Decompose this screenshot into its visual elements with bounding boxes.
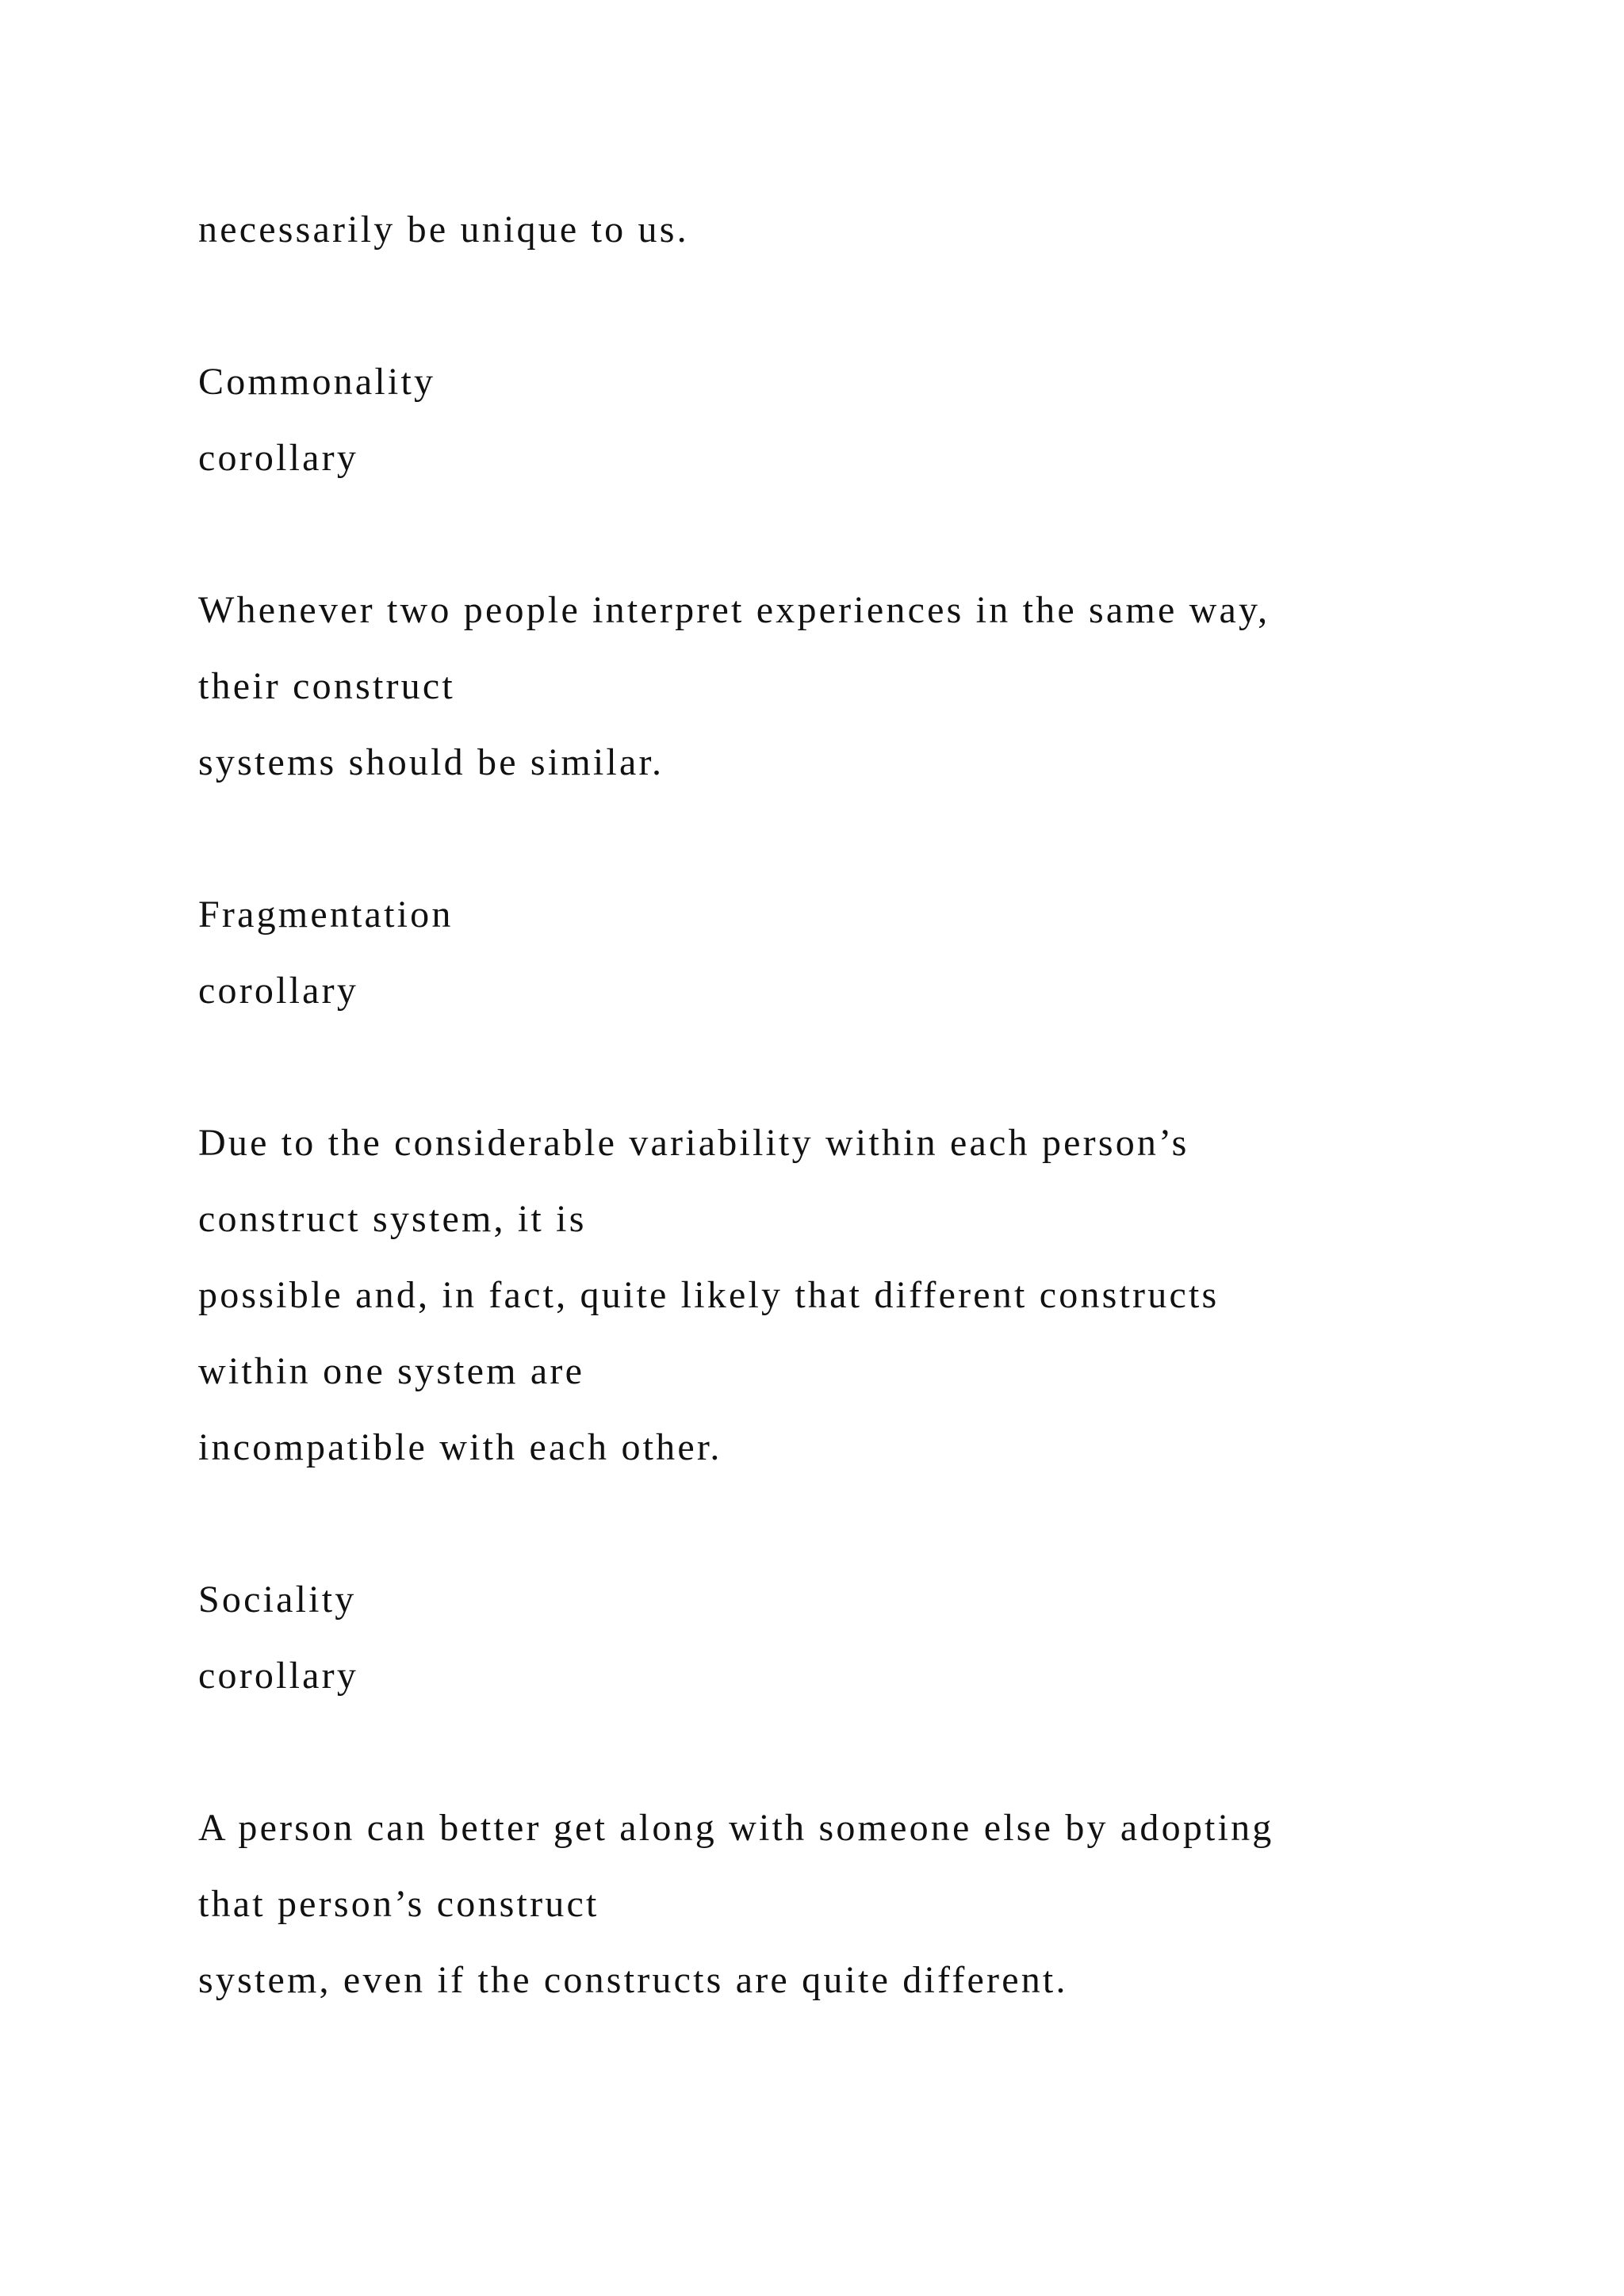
text-line: possible and, in fact, quite likely that different constructs bbox=[198, 1274, 1220, 1316]
text-line: Whenever two people interpret experiences in the same way, bbox=[198, 589, 1270, 631]
text-line: that person’s construct bbox=[198, 1883, 599, 1925]
text-line: Due to the considerable variability within each person’s bbox=[198, 1122, 1189, 1164]
paragraph-gap bbox=[198, 268, 1546, 344]
paragraph-gap bbox=[198, 496, 1546, 572]
text-line: incompatible with each other. bbox=[198, 1426, 722, 1468]
paragraph-gap bbox=[198, 1029, 1546, 1105]
heading-fragmentation: Fragmentation bbox=[198, 894, 454, 936]
heading-commonality: Commonality bbox=[198, 361, 436, 403]
text-line: their construct bbox=[198, 665, 455, 707]
paragraph-gap bbox=[198, 1714, 1546, 1790]
heading-sociality: Sociality bbox=[198, 1578, 357, 1621]
text-line: necessarily be unique to us. bbox=[198, 209, 689, 251]
heading-corollary: corollary bbox=[198, 970, 359, 1012]
text-line: within one system are bbox=[198, 1350, 585, 1392]
document-body bbox=[198, 192, 1546, 2019]
text-line: A person can better get along with someone else by adopting bbox=[198, 1807, 1274, 1849]
heading-corollary: corollary bbox=[198, 437, 359, 479]
paragraph-gap bbox=[198, 1486, 1546, 1562]
text-line: system, even if the constructs are quite different. bbox=[198, 1959, 1068, 2001]
heading-corollary: corollary bbox=[198, 1655, 359, 1697]
text-line: systems should be similar. bbox=[198, 741, 665, 783]
text-line: construct system, it is bbox=[198, 1198, 587, 1240]
paragraph-gap bbox=[198, 801, 1546, 877]
